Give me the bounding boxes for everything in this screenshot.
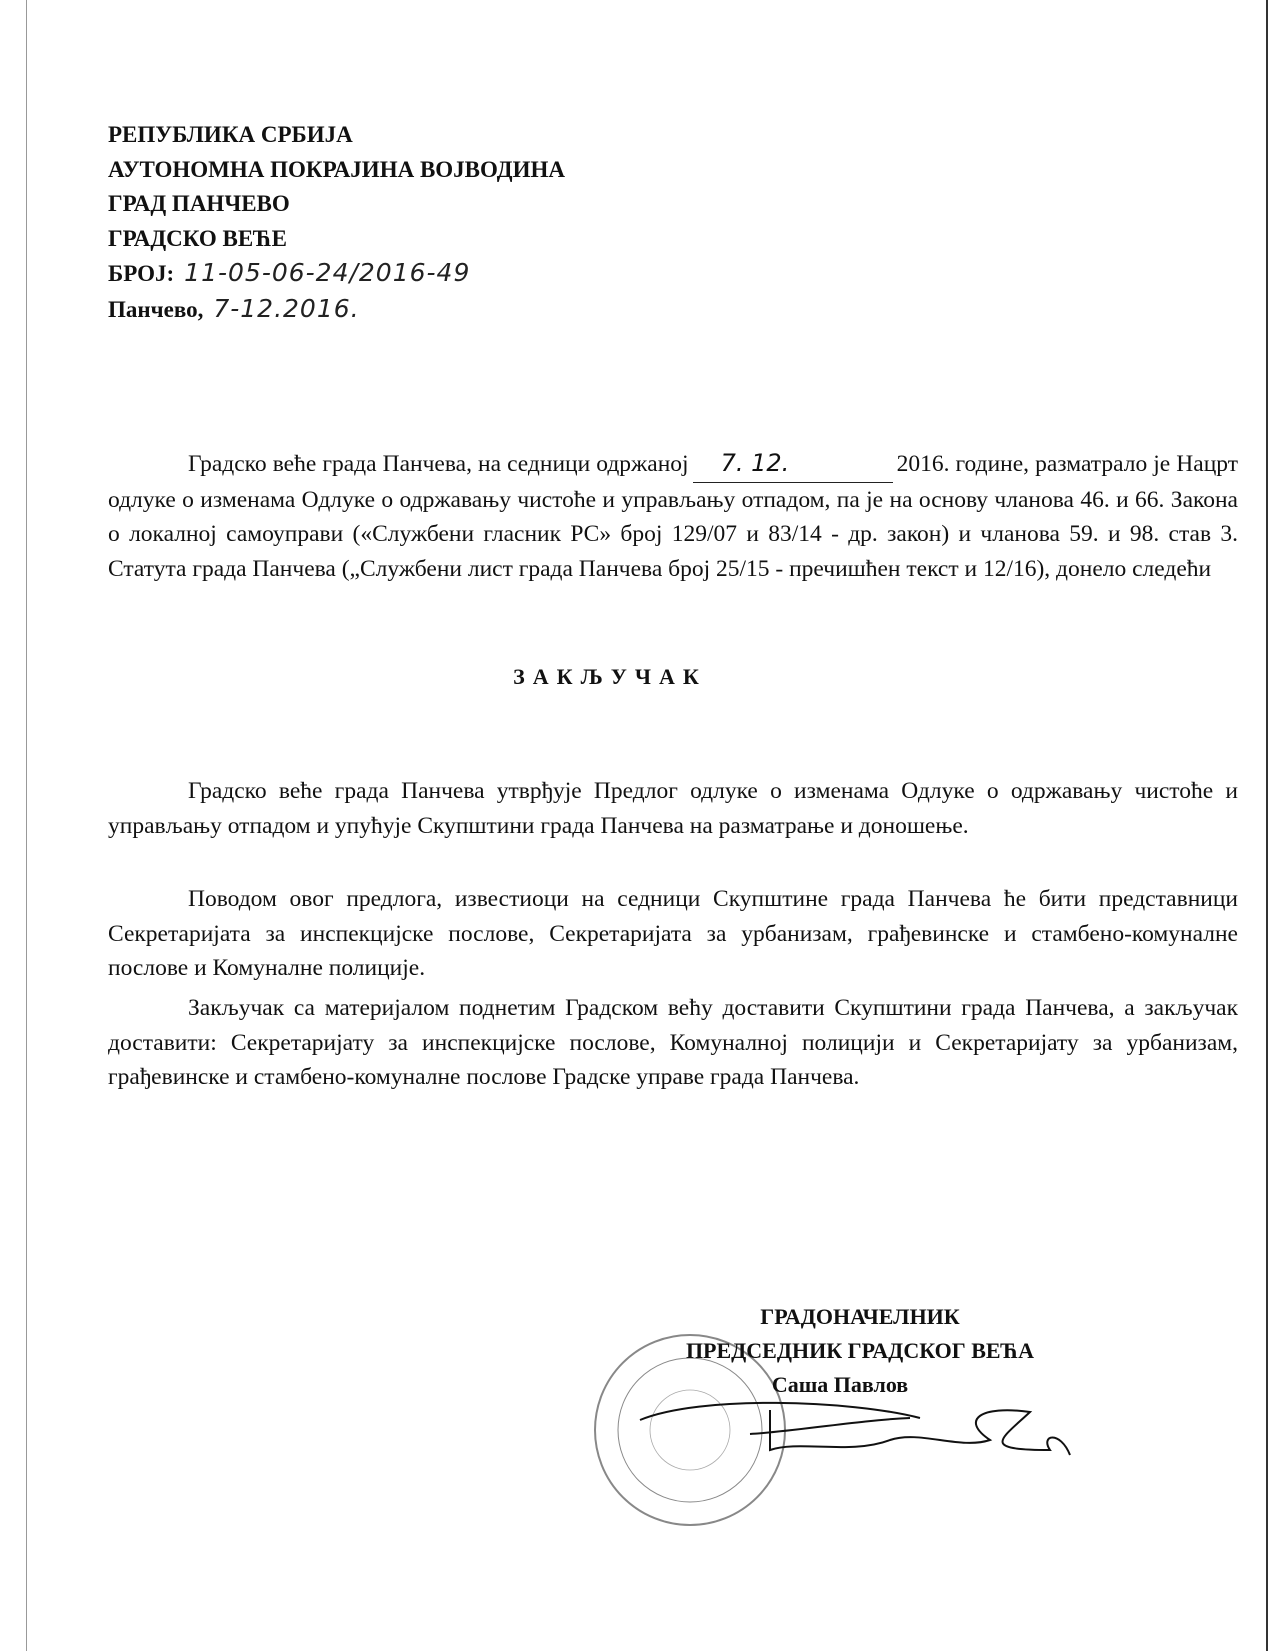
letterhead-line: АУТОНОМНА ПОКРАЈИНА ВОЈВОДИНА: [108, 156, 565, 182]
signatory-name: Саша Павлов: [771, 1372, 909, 1397]
document-number: [108, 256, 565, 292]
number-label: БРОЈ:: [108, 261, 175, 286]
scan-edge-left: [26, 0, 27, 1651]
letterhead: [108, 118, 565, 327]
body-paragraph: Закључак са материјалом поднетим Градском већу доставити Скупштини града Панчева, а закључак доставити: Секретаријату за инспекцијске послове, Комуналној полицији и Секретаријату за урбанизам, грађевинске и стамбено-комуналне послове Градске управе града Панчева.: [108, 995, 1238, 1090]
scan-edge-right: [1266, 0, 1268, 1651]
session-date-field: [693, 446, 893, 483]
place-date: [108, 292, 565, 328]
intro-after-date: 2016. године, разматрало је Нацрт одлуке о изменама Одлуке о одржавању чистоће и управљању отпадом, па је на основу чланова 46. и 66. Закона о локалној самоуправи («Службени гласник РС» број 129/07 и 83/14 - др. закон) и чланова 59. и 98. став 3. Статута града Панчева („Службени лист града Панчева број 25/15 - пречишћен текст и 12/16), донело следећи: [108, 451, 1238, 582]
letterhead-line: ГРАД ПАНЧЕВО: [108, 191, 290, 216]
signatory-title: ПРЕДСЕДНИК ГРАДСКОГ ВЕЋА: [685, 1338, 1035, 1363]
signatory-title: ГРАДОНАЧЕЛНИК: [760, 1304, 960, 1329]
body-paragraph: Градско веће града Панчева утврђује Предлог одлуке о изменама Одлуке о одржавању чистоће и управљању отпадом и упућује Скупштини града Панчева на разматрање и доношење.: [108, 778, 1238, 839]
date-value: 7-12.2016.: [213, 293, 360, 323]
number-value: 11-05-06-24/2016-49: [184, 258, 471, 287]
intro-before-date: Градско веће града Панчева, на седници одржаној: [188, 451, 689, 477]
letterhead-line: РЕПУБЛИКА СРБИЈА: [108, 122, 353, 147]
place-label: Панчево,: [108, 296, 204, 322]
letterhead-line: ГРАДСКО ВЕЋЕ: [108, 225, 287, 251]
document-title: ЗАКЉУЧАК: [513, 664, 707, 689]
handwritten-signature: [640, 1403, 1070, 1455]
intro-paragraph: [108, 446, 1238, 586]
body-paragraph: Поводом овог предлога, известиоци на седници Скупштине града Панчева ће бити представници Секретаријата за инспекцијске послове, Секретаријата за урбанизам, грађевинске и стамбено-комуналне послове и Комуналне полиције.: [108, 886, 1238, 981]
session-date-handwritten: 7. 12.: [720, 449, 790, 477]
signature-block: [600, 1300, 1120, 1402]
